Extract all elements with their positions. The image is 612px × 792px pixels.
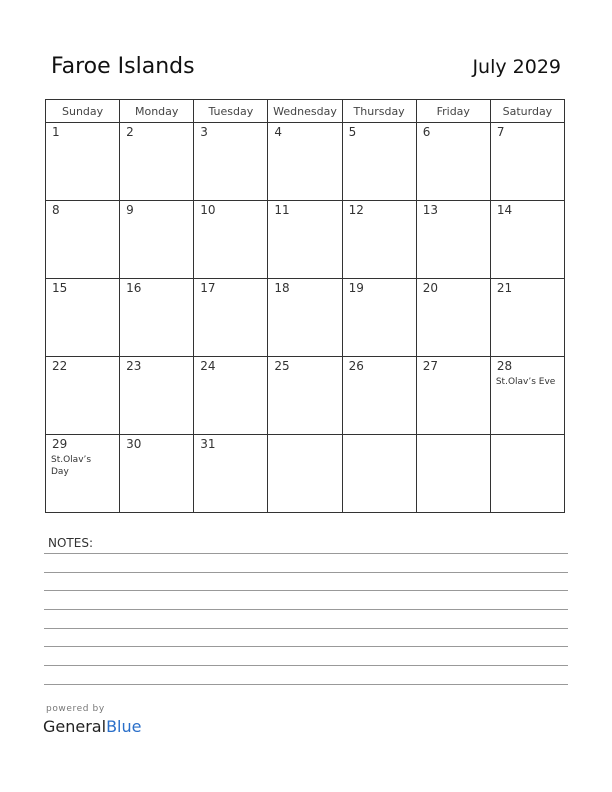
day-number: 23 [126, 359, 142, 373]
day-cell [46, 435, 120, 513]
day-number: 4 [274, 125, 283, 139]
powered-by-text: powered by [46, 704, 105, 714]
day-number: 11 [274, 203, 290, 217]
day-number: 9 [126, 203, 134, 217]
day-number: 7 [496, 125, 505, 139]
day-cell [268, 123, 342, 201]
weekday-friday: Friday [416, 100, 490, 123]
day-number: 20 [422, 281, 438, 295]
day-cell [194, 435, 268, 513]
day-cell [490, 201, 564, 279]
day-number: 18 [274, 281, 290, 295]
day-cell [120, 357, 194, 435]
day-number: 3 [200, 125, 208, 139]
day-number: 28 [496, 359, 513, 373]
day-cell [120, 279, 194, 357]
weekday-tuesday: Tuesday [194, 100, 268, 123]
holiday-label: St.Olav’s Eve [495, 377, 556, 387]
note-line [44, 684, 568, 685]
day-cell [490, 357, 564, 435]
day-cell [490, 279, 564, 357]
brand-logo[interactable] [43, 717, 141, 736]
day-number: 27 [422, 359, 438, 373]
day-cell [268, 279, 342, 357]
day-cell [46, 279, 120, 357]
day-number: 19 [348, 281, 364, 295]
day-cell [416, 279, 490, 357]
day-cell [46, 357, 120, 435]
day-cell [490, 435, 564, 513]
day-cell [120, 123, 194, 201]
month-year-title: July 2029 [472, 56, 561, 78]
week-row [46, 279, 565, 357]
day-number: 31 [200, 437, 216, 451]
day-cell [194, 357, 268, 435]
day-number: 6 [422, 125, 431, 139]
country-title: Faroe Islands [51, 54, 195, 79]
day-number: 17 [200, 281, 216, 295]
note-line [44, 628, 568, 629]
day-number: 14 [496, 203, 513, 217]
day-cell [342, 435, 416, 513]
day-number: 13 [422, 203, 438, 217]
day-cell [342, 123, 416, 201]
day-number: 22 [52, 359, 68, 373]
day-cell [194, 123, 268, 201]
weekday-header-row [46, 100, 565, 123]
day-cell [268, 357, 342, 435]
weekday-monday: Monday [120, 100, 194, 123]
weekday-sunday: Sunday [46, 100, 120, 123]
day-cell [194, 279, 268, 357]
day-cell [46, 123, 120, 201]
weekday-wednesday: Wednesday [268, 100, 342, 123]
day-number: 30 [126, 437, 142, 451]
note-line [44, 590, 568, 591]
day-number: 10 [200, 203, 216, 217]
day-number: 8 [52, 203, 60, 217]
day-cell [46, 201, 120, 279]
day-number: 24 [200, 359, 216, 373]
day-cell [490, 123, 564, 201]
day-cell [416, 357, 490, 435]
day-cell [120, 201, 194, 279]
brand-general-text: General [43, 717, 107, 736]
holiday-label: St.Olav’s Day [51, 455, 92, 477]
note-line [44, 609, 568, 610]
day-number: 15 [52, 281, 68, 295]
day-cell [342, 357, 416, 435]
day-number: 21 [496, 281, 513, 295]
day-cell [120, 435, 194, 513]
day-number: 2 [126, 125, 134, 139]
day-number: 16 [126, 281, 142, 295]
day-number: 29 [52, 437, 68, 451]
calendar-grid [45, 99, 565, 513]
notes-label: NOTES: [48, 536, 93, 550]
week-row [46, 357, 565, 435]
day-cell [268, 435, 342, 513]
weekday-saturday: Saturday [490, 100, 564, 123]
day-cell [416, 201, 490, 279]
day-cell [268, 201, 342, 279]
note-line [44, 572, 568, 573]
day-number: 1 [52, 125, 60, 139]
day-cell [416, 123, 490, 201]
day-number: 26 [348, 359, 364, 373]
day-cell [342, 279, 416, 357]
day-number: 25 [274, 359, 290, 373]
week-row [46, 435, 565, 513]
week-row [46, 123, 565, 201]
day-cell [194, 201, 268, 279]
note-line [44, 646, 568, 647]
day-cell [416, 435, 490, 513]
brand-blue-text: Blue [106, 717, 142, 736]
week-row [46, 201, 565, 279]
day-number: 12 [348, 203, 364, 217]
note-line [44, 553, 568, 554]
day-number: 5 [348, 125, 357, 139]
note-line [44, 665, 568, 666]
day-cell [342, 201, 416, 279]
weekday-thursday: Thursday [342, 100, 416, 123]
